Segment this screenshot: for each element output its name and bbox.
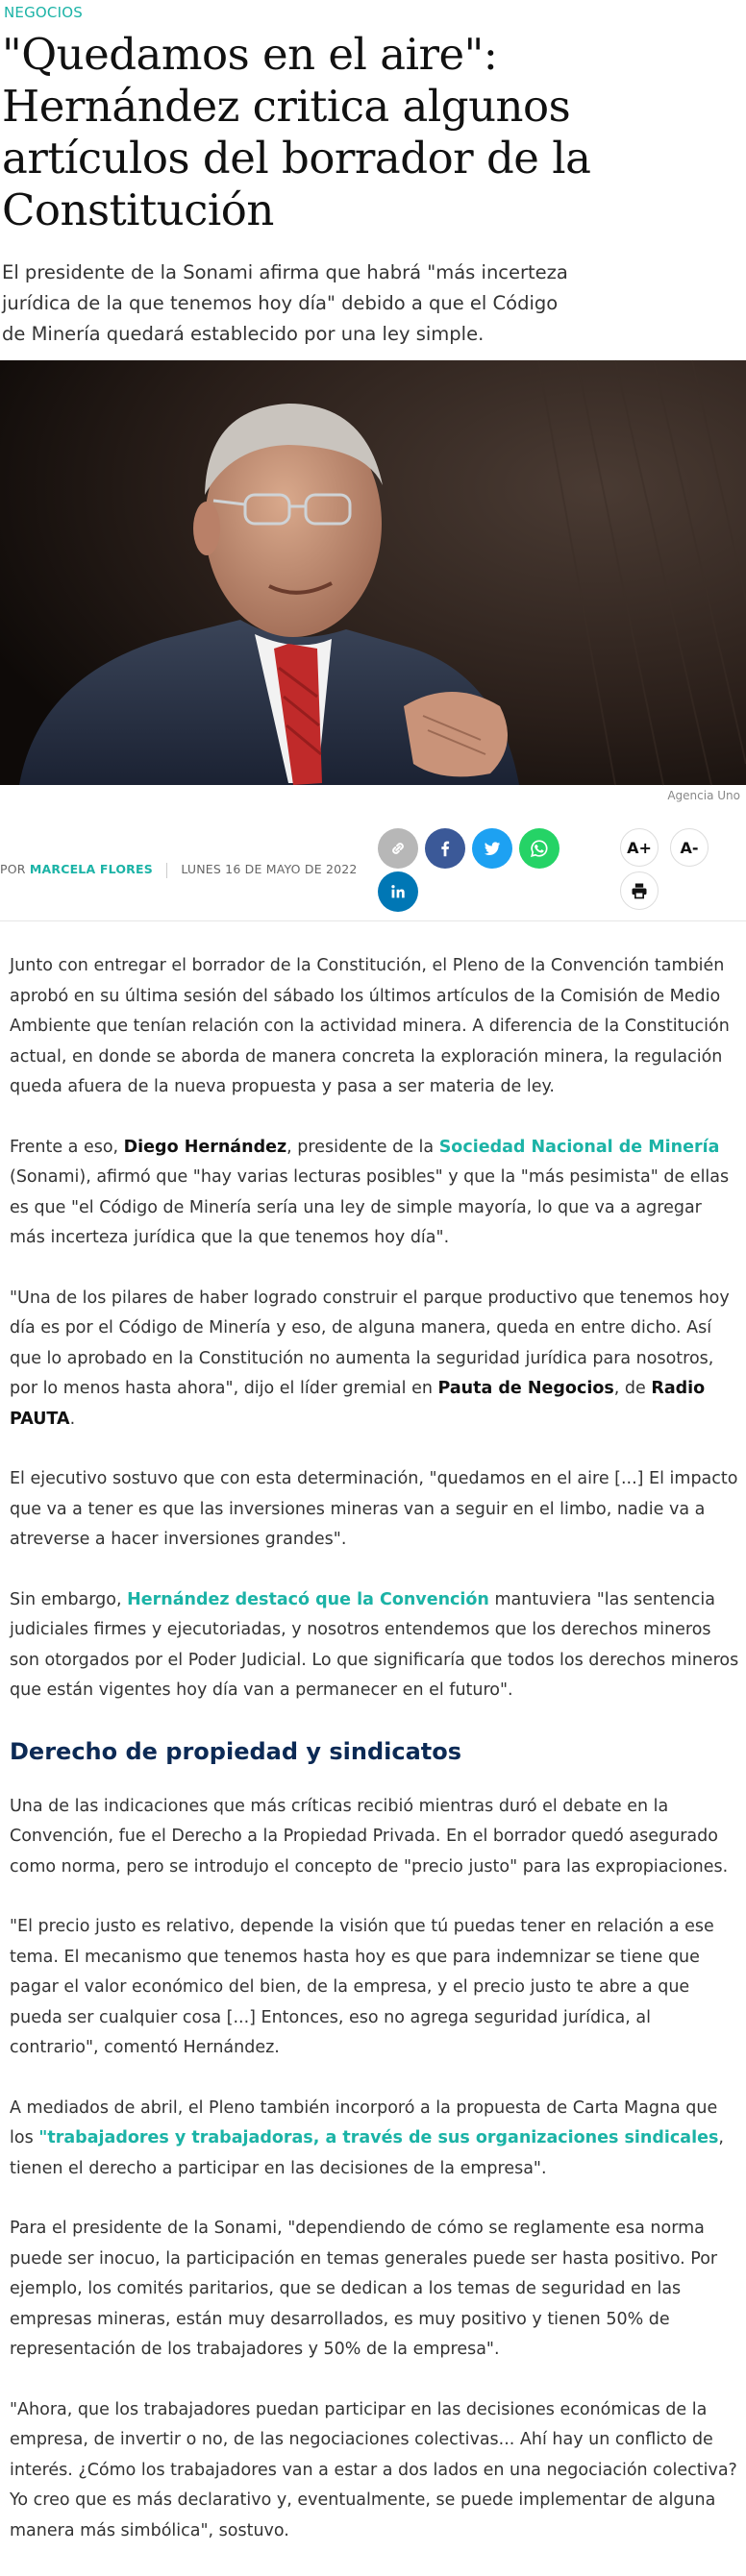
share-bar <box>378 828 570 915</box>
text: A mediados de abril, el Pleno también incorporó a la propuesta de Carta Magna que los <box>10 2098 718 2147</box>
text: , presidente de la <box>286 1137 439 1157</box>
text: (Sonami), afirmó que "hay varias lecturas posibles" y que la "más pesimista" de ellas es que "el Código de Minería sería una ley de simple mayoría, lo que va a agregar más incerteza jurídica que la que tenemos hoy día". <box>10 1167 730 1247</box>
paragraph-2 <box>10 1133 740 1254</box>
header-divider <box>0 920 746 921</box>
paragraph-10: "Ahora, que los trabajadores puedan participar en las decisiones económicas de la empresa, de invertir o no, de las negociaciones colectivas... Ahí hay un conflicto de interés. ¿Cómo los trabajadores van a estar a dos lados en una negociación colectiva? Yo creo que es más declarativo y, eventualmente, se puede implementar de alguna manera más simbólica", sostuvo. <box>10 2399 737 2540</box>
facebook-icon <box>435 838 456 859</box>
article-lead: El presidente de la Sonami afirma que habrá "más incerteza jurídica de la que tenemos hoy día" debido a que el Código de Minería quedará establecido por una ley simple. <box>2 261 568 345</box>
paragraph-6: Una de las indicaciones que más críticas recibió mientras duró el debate en la Convención, fue el Derecho a la Propiedad Privada. En el borrador quedó asegurado como norma, pero se introdujo el concepto de "precio justo" para las expropiaciones. <box>10 1796 729 1877</box>
text: mantuviera "las sentencia judiciales firmes y ejecutoriadas, y nosotros entendemos que los derechos mineros son otorgados por el Poder Judicial. Lo que significaría que todos los derechos mineros que están vigentes hoy día van a permanecer en el futuro". <box>10 1589 739 1700</box>
article-photo <box>0 360 746 785</box>
byline <box>0 862 358 878</box>
print-icon <box>630 881 649 900</box>
paragraph-7: "El precio justo es relativo, depende la visión que tú puedas tener en relación a ese tema. El mecanismo que tenemos hasta hoy es que para indemnizar se tiene que pagar el valor económico del bien, de la empresa, y el precio justo te abre a que pueda ser cualquier cosa [...] Entonces, eso no agrega seguridad jurídica, al contrario", comentó Hernández. <box>10 1917 714 2057</box>
paragraph-8 <box>10 2094 740 2185</box>
text: "Una de los pilares de haber logrado construir el parque productivo que tenemos hoy día es por el Código de Minería y eso, de alguna manera, queda en entre dicho. Así que lo aprobado en la Constitución no aumenta la seguridad jurídica para nosotros, por lo menos hasta ahora", dijo el líder gremial en <box>10 1288 730 1398</box>
text: . <box>69 1409 76 1429</box>
person-name: Diego Hernández <box>123 1137 287 1157</box>
section-label[interactable]: NEGOCIOS <box>4 4 83 21</box>
sonami-link[interactable]: Sociedad Nacional de Minería <box>438 1137 720 1157</box>
text: Frente a eso, <box>10 1137 124 1157</box>
paragraph-1: Junto con entregar el borrador de la Constitución, el Pleno de la Convención también aprobó en su última sesión del sábado los últimos artículos de la Comisión de Medio Ambiente que tenían relación con la actividad minera. A diferencia de la Constitución actual, en donde se aborda de manera concreta la exploración minera, la regulación queda afuera de la nueva propuesta y pasa a ser materia de ley. <box>10 956 730 1096</box>
byline-divider <box>166 863 167 878</box>
article-body <box>10 951 740 2576</box>
link-icon <box>387 838 409 859</box>
twitter-share-button[interactable] <box>472 828 512 869</box>
text: , de <box>613 1379 652 1398</box>
paragraph-4: El ejecutivo sostuvo que con esta determinación, "quedamos en el aire [...] El impacto que va a tener es que las inversiones mineras van a seguir en el limbo, nadie va a atreverse a hacer inversiones grandes". <box>10 1469 738 1549</box>
section-subheading: Derecho de propiedad y sindicatos <box>10 1737 462 1765</box>
article-headline: "Quedamos en el aire": Hernández critica algunos artículos del borrador de la Constitución <box>2 29 591 235</box>
publish-date: LUNES 16 DE MAYO DE 2022 <box>181 862 358 876</box>
facebook-share-button[interactable] <box>425 828 465 869</box>
copy-link-button[interactable] <box>378 828 418 869</box>
linkedin-icon <box>387 881 409 902</box>
linkedin-share-button[interactable] <box>378 871 418 912</box>
whatsapp-share-button[interactable] <box>519 828 560 869</box>
radio-name: Radio PAUTA <box>10 1379 706 1429</box>
paragraph-3 <box>10 1284 740 1435</box>
print-button[interactable] <box>620 871 659 910</box>
font-decrease-button[interactable]: A- <box>670 828 709 867</box>
paragraph-5 <box>10 1585 740 1706</box>
photo-credit: Agencia Uno <box>667 789 740 802</box>
reading-tools <box>620 828 716 915</box>
unions-article-link[interactable]: "trabajadores y trabajadoras, a través de sus organizaciones sindicales <box>38 2128 719 2147</box>
font-increase-button[interactable]: A+ <box>620 828 659 867</box>
paragraph-9: Para el presidente de la Sonami, "dependiendo de cómo se reglamente esa norma puede ser inocuo, la participación en temas generales puede ser hasta positivo. Por ejemplo, los comités paritarios, que se dedican a los temas de seguridad en las empresas mineras, están muy desarrollados, es muy positivo y tienen 50% de representación de los trabajadores y 50% de la empresa". <box>10 2219 718 2359</box>
related-article-link[interactable]: Hernández destacó que la Convención <box>127 1589 489 1609</box>
twitter-icon <box>482 838 503 859</box>
byline-prefix: POR <box>0 862 26 876</box>
author-link[interactable]: MARCELA FLORES <box>29 862 153 876</box>
photo-portrait <box>0 360 746 785</box>
text: Sin embargo, <box>10 1589 128 1609</box>
program-name: Pauta de Negocios <box>437 1379 614 1398</box>
text: , tienen el derecho a participar en las decisiones de la empresa". <box>10 2128 724 2178</box>
whatsapp-icon <box>529 838 550 859</box>
